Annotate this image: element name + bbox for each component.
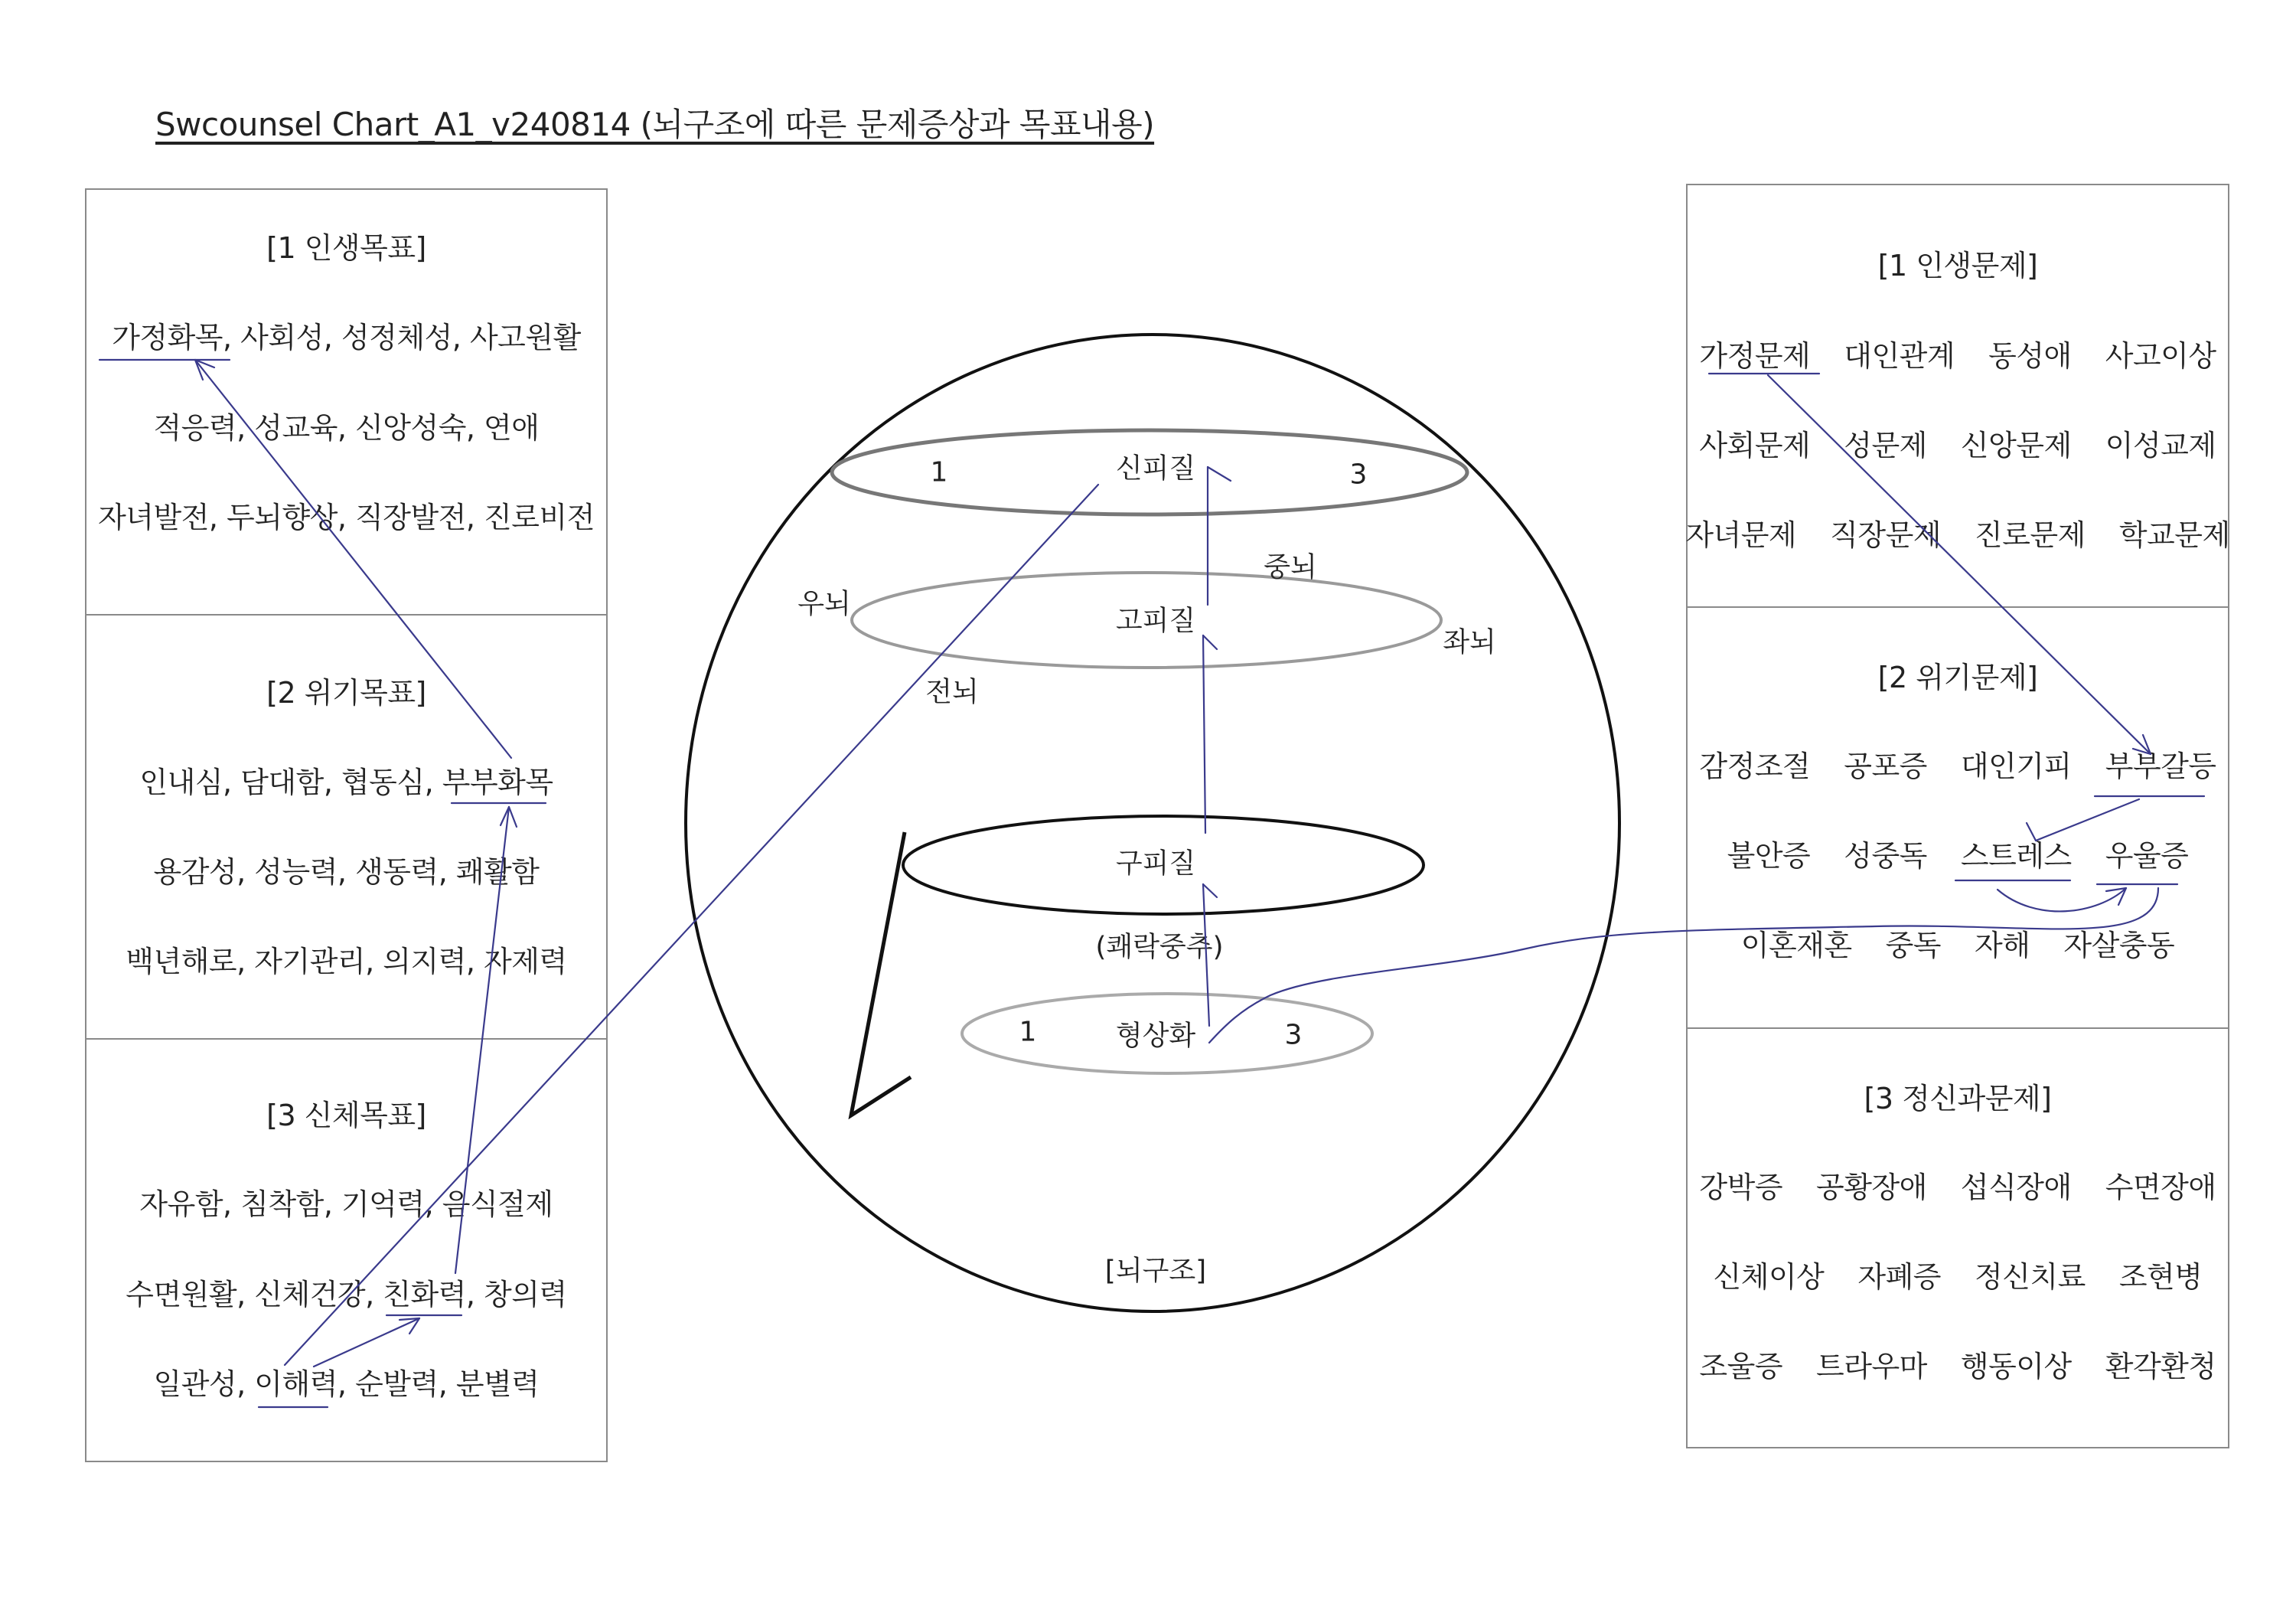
problem-item: 직장문제 — [1830, 518, 1941, 552]
problem-item: 강박증 — [1699, 1171, 1783, 1204]
arrowhead-archicortex — [1203, 884, 1217, 897]
paleocortex-label: 고피질 — [1115, 605, 1196, 637]
problem-item: 신체이상 — [1713, 1260, 1825, 1294]
neocortex-label: 신피질 — [1115, 452, 1196, 485]
frontal-brain-label: 전뇌 — [925, 676, 979, 708]
problem-item: 가정문제 — [1699, 339, 1811, 373]
problem-item: 부부갈등 — [2105, 749, 2216, 783]
right-brain-label: 우뇌 — [797, 588, 851, 620]
problem-item: 신앙문제 — [1960, 429, 2072, 462]
left-brain-label: 좌뇌 — [1443, 626, 1496, 658]
arrowhead-neocortex — [1208, 467, 1231, 481]
arrow-marital-to-family-harmony — [195, 360, 511, 758]
goal-line: 적응력, 성교육, 신앙성숙, 연애 — [153, 411, 540, 445]
problem-item: 성문제 — [1844, 429, 1927, 462]
problem-item: 동성애 — [1988, 339, 2072, 373]
problem-item: 환각환청 — [2105, 1350, 2216, 1383]
goal-line: 자녀발전, 두뇌향상, 직장발전, 진로비전 — [98, 501, 595, 534]
archicortex-label: 구피질 — [1115, 847, 1196, 880]
goal-line: 인내심, 담대함, 협동심, 부부화목 — [139, 766, 553, 799]
problem-item: 트라우마 — [1816, 1350, 1927, 1383]
problem-item: 조울증 — [1699, 1350, 1783, 1383]
arrow-affinity-to-marital-harmony — [455, 807, 509, 1273]
curve-depression-to-visualization — [1209, 888, 2158, 1043]
problem-item: 정신치료 — [1975, 1260, 2086, 1294]
pleasure-center-label: (쾌락중추) — [1095, 931, 1224, 963]
problem-item: 학교문제 — [2118, 518, 2230, 552]
section-heading: [1 인생문제] — [1877, 249, 2038, 282]
problem-item: 자폐증 — [1857, 1260, 1941, 1294]
brain-structure-caption: [뇌구조] — [1104, 1255, 1207, 1287]
problem-item: 수면장애 — [2105, 1171, 2216, 1204]
goal-line: 가정화목, 사회성, 성정체성, 사고원활 — [112, 321, 581, 354]
goal-line: 백년해로, 자기관리, 의지력, 자제력 — [126, 945, 567, 978]
problem-item: 중독 — [1885, 929, 1941, 962]
midbrain-label: 중뇌 — [1264, 551, 1317, 583]
arrowhead-paleocortex — [1203, 635, 1217, 649]
problem-item: 사고이상 — [2105, 339, 2216, 373]
problem-item: 사회문제 — [1699, 429, 1811, 462]
neocortex-left-number: 1 — [930, 456, 948, 488]
problem-item: 자녀문제 — [1685, 518, 1797, 552]
problem-item: 섭식장애 — [1960, 1171, 2072, 1204]
arrow-visualization-to-archicortex — [1203, 884, 1209, 1026]
goal-line: 자유함, 침착함, 기억력, 음식절제 — [139, 1187, 553, 1221]
section-heading: [3 신체목표] — [266, 1099, 426, 1132]
arrow-archicortex-to-paleocortex — [1203, 635, 1205, 833]
problem-item: 성중독 — [1844, 839, 1927, 873]
line-marital-conflict-to-stress — [2036, 799, 2139, 841]
problem-item: 조현병 — [2118, 1260, 2203, 1294]
problem-item: 이혼재혼 — [1740, 929, 1852, 962]
problem-item: 감정조절 — [1699, 749, 1811, 783]
section-heading: [1 인생목표] — [266, 231, 426, 265]
chart-title: Swcounsel Chart_A1_v240814 (뇌구조에 따른 문제증상과 목표내용) — [155, 106, 1155, 143]
visualization-right-number: 3 — [1284, 1019, 1303, 1051]
problem-item: 스트레스 — [1960, 839, 2072, 873]
goal-line: 일관성, 이해력, 순발력, 분별력 — [153, 1367, 540, 1401]
goal-line: 용감성, 성능력, 생동력, 쾌활함 — [153, 855, 540, 889]
line-neocortex-to-understanding — [285, 485, 1098, 1365]
problem-item: 자살충동 — [2063, 929, 2175, 962]
arrow-family-problem-to-marital-conflict — [1768, 375, 2151, 754]
neocortex-right-number: 3 — [1349, 459, 1368, 491]
section-heading: [3 정신과문제] — [1864, 1082, 2052, 1115]
problem-item: 이성교제 — [2105, 429, 2216, 462]
problem-item: 행동이상 — [1960, 1350, 2072, 1383]
goal-line: 수면원활, 신체건강, 친화력, 창의력 — [126, 1278, 567, 1311]
arrow-understanding-to-affinity — [314, 1318, 419, 1367]
problem-item: 불안증 — [1727, 839, 1811, 873]
visualization-label: 형상화 — [1115, 1020, 1196, 1052]
section-heading: [2 위기목표] — [266, 676, 426, 710]
problem-item: 우울증 — [2105, 839, 2189, 873]
problem-item: 진로문제 — [1975, 518, 2086, 552]
problem-item: 공황장애 — [1816, 1171, 1927, 1204]
problem-item: 대인기피 — [1960, 749, 2072, 783]
problem-item: 자해 — [1975, 929, 2030, 962]
section-heading: [2 위기문제] — [1877, 661, 2038, 694]
problem-item: 공포증 — [1844, 749, 1927, 783]
visualization-left-number: 1 — [1019, 1016, 1037, 1048]
problem-item: 대인관계 — [1844, 339, 1955, 373]
arrowhead-stress — [2027, 823, 2036, 841]
